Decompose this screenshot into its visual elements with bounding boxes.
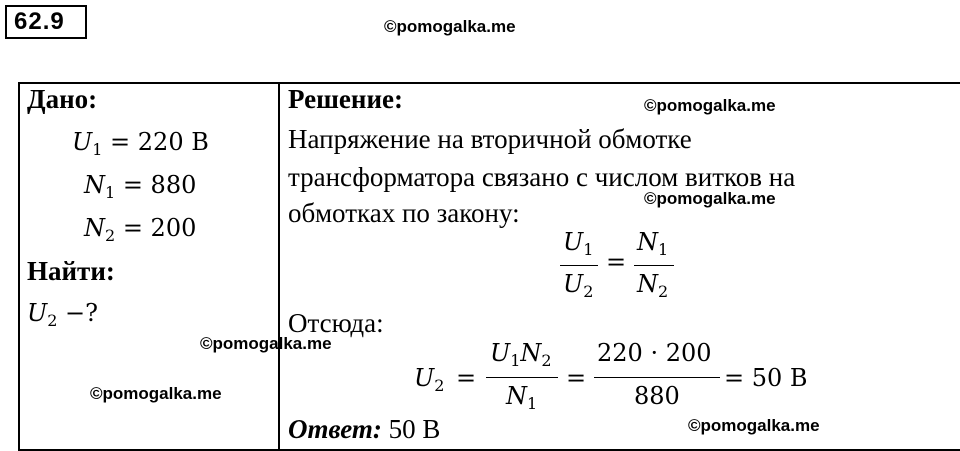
- ratio-den-right: [637, 270, 668, 301]
- formula-lhs: [414, 364, 444, 395]
- var: N: [84, 214, 105, 242]
- ratio-num-right: [637, 228, 668, 259]
- formula-den-2: 880: [634, 382, 680, 410]
- solution-heading: Решение:: [288, 84, 403, 114]
- find-heading: Найти:: [27, 256, 115, 286]
- solution-line-3: обмотках по закону:: [288, 198, 520, 228]
- var: N: [506, 382, 527, 410]
- given-n1: [84, 171, 196, 202]
- sub: 1: [658, 240, 669, 259]
- formula-result: = 50 В: [724, 364, 808, 392]
- formula-num-2: 220 · 200: [597, 339, 712, 367]
- value: = 880: [115, 171, 197, 199]
- ratio-den-left: [563, 270, 593, 301]
- sub: 2: [583, 282, 594, 301]
- watermark: ©pomogalka.me: [384, 17, 516, 36]
- sub: 2: [658, 282, 669, 301]
- given-u1: [72, 128, 209, 159]
- var: N: [84, 171, 105, 199]
- formula-fraction-bar-1: [486, 377, 558, 378]
- sub: 2: [105, 226, 116, 245]
- var: U: [563, 228, 584, 256]
- sub: 2: [541, 351, 552, 370]
- sub: 1: [583, 240, 594, 259]
- watermark: ©pomogalka.me: [644, 189, 776, 208]
- formula-equals-1: =: [456, 364, 477, 392]
- given-n2: [84, 214, 196, 245]
- solution-line-2: трансформатора связано с числом витков на: [288, 162, 796, 192]
- formula-fraction-bar-2: [594, 377, 720, 378]
- value: = 200: [115, 214, 197, 242]
- watermark: ©pomogalka.me: [200, 334, 332, 353]
- var: U: [563, 270, 584, 298]
- ratio-fraction-bar-left: [560, 265, 598, 266]
- watermark: ©pomogalka.me: [90, 384, 222, 403]
- solution-line-1: Напряжение на вторичной обмотке: [288, 124, 692, 154]
- var: U: [490, 339, 511, 367]
- ratio-equals: =: [606, 248, 627, 276]
- var: U: [72, 128, 93, 156]
- var: N: [637, 228, 658, 256]
- formula-den-1: [506, 382, 537, 413]
- formula-num-1: [490, 339, 552, 370]
- sub: 2: [47, 311, 58, 330]
- value: = 220 В: [102, 128, 209, 156]
- ratio-num-left: [563, 228, 593, 259]
- sub: 1: [105, 183, 116, 202]
- sub: 2: [434, 376, 445, 395]
- answer-value: 50 В: [388, 414, 441, 444]
- var: U: [414, 364, 435, 392]
- watermark: ©pomogalka.me: [688, 416, 820, 435]
- answer-label: Ответ:: [288, 414, 382, 444]
- sub: 1: [510, 351, 521, 370]
- formula-equals-2: =: [566, 364, 587, 392]
- find-u2: [27, 299, 98, 330]
- task-number: 62.9: [5, 5, 87, 39]
- sub: 1: [527, 394, 538, 413]
- value: −?: [57, 299, 99, 327]
- var: N: [520, 339, 542, 367]
- column-divider: [278, 82, 280, 451]
- var: N: [637, 270, 658, 298]
- ratio-fraction-bar-right: [634, 265, 674, 266]
- var: U: [27, 299, 48, 327]
- given-heading: Дано:: [27, 84, 98, 114]
- watermark: ©pomogalka.me: [644, 96, 776, 115]
- answer: [288, 414, 440, 445]
- sub: 1: [92, 140, 103, 159]
- hence-label: Отсюда:: [288, 308, 384, 338]
